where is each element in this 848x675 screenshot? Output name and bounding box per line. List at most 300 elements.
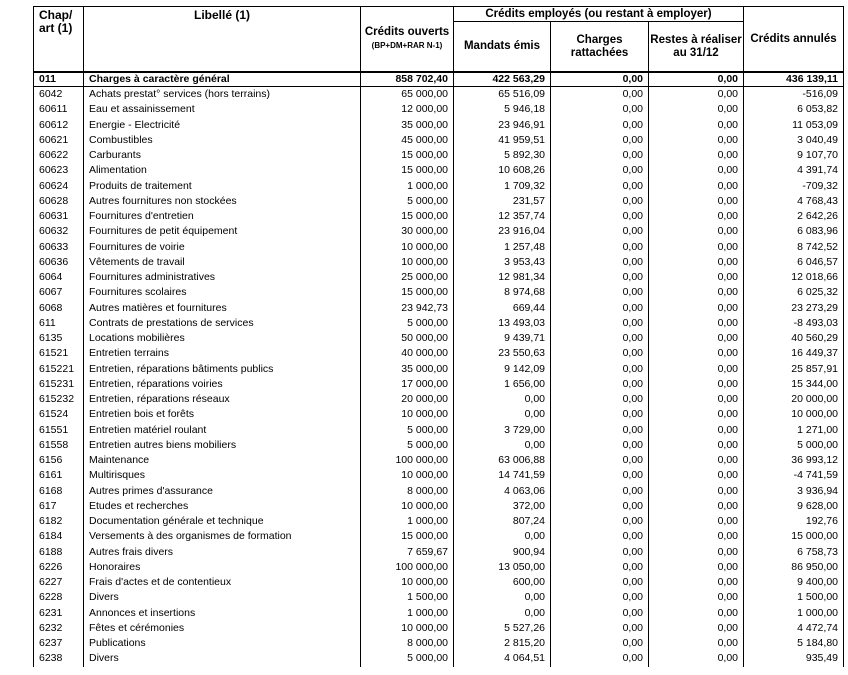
total-restes: 0,00: [649, 72, 744, 87]
table-row: [34, 285, 844, 300]
cell-label: Entretien bois et forêts: [84, 407, 361, 422]
cell-label: Fournitures scolaires: [84, 285, 361, 300]
header-chap: Chap/ art (1): [34, 7, 84, 73]
cell-mandats: 9 142,09: [454, 362, 551, 377]
cell-annules: 12 018,66: [744, 270, 844, 285]
cell-mandats: 4 064,51: [454, 651, 551, 666]
cell-restes: 0,00: [649, 438, 744, 453]
cell-code: 6067: [34, 285, 84, 300]
cell-code: 615221: [34, 362, 84, 377]
table-row: [34, 590, 844, 605]
cell-annules: 2 642,26: [744, 209, 844, 224]
cell-charges: 0,00: [551, 346, 649, 361]
cell-restes: 0,00: [649, 346, 744, 361]
cell-annules: 4 472,74: [744, 621, 844, 636]
table-row: [34, 346, 844, 361]
cell-restes: 0,00: [649, 285, 744, 300]
table-row: [34, 529, 844, 544]
cell-charges: 0,00: [551, 133, 649, 148]
cell-label: Entretien matériel roulant: [84, 423, 361, 438]
cell-annules: 1 000,00: [744, 606, 844, 621]
table-row: [34, 240, 844, 255]
cell-label: Divers: [84, 651, 361, 666]
cell-ouverts: 17 000,00: [361, 377, 454, 392]
cell-annules: 25 857,91: [744, 362, 844, 377]
cell-annules: 5 184,80: [744, 636, 844, 651]
cell-annules: 9 628,00: [744, 499, 844, 514]
cell-ouverts: 10 000,00: [361, 621, 454, 636]
cell-code: 60632: [34, 224, 84, 239]
header-mandats: Mandats émis: [454, 22, 551, 72]
cell-annules: 6 046,57: [744, 255, 844, 270]
cell-label: Entretien autres biens mobiliers: [84, 438, 361, 453]
cell-restes: 0,00: [649, 240, 744, 255]
cell-charges: 0,00: [551, 87, 649, 103]
cell-restes: 0,00: [649, 621, 744, 636]
cell-code: 6231: [34, 606, 84, 621]
cell-ouverts: 35 000,00: [361, 362, 454, 377]
cell-ouverts: 10 000,00: [361, 255, 454, 270]
cell-mandats: 23 916,04: [454, 224, 551, 239]
table-row: [34, 224, 844, 239]
cell-code: 6064: [34, 270, 84, 285]
cell-ouverts: 23 942,73: [361, 301, 454, 316]
cell-restes: 0,00: [649, 407, 744, 422]
cell-annules: 192,76: [744, 514, 844, 529]
cell-restes: 0,00: [649, 331, 744, 346]
cell-label: Produits de traitement: [84, 179, 361, 194]
cell-charges: 0,00: [551, 102, 649, 117]
cell-restes: 0,00: [649, 163, 744, 178]
cell-label: Fêtes et cérémonies: [84, 621, 361, 636]
table-row: [34, 560, 844, 575]
cell-code: 60633: [34, 240, 84, 255]
cell-code: 611: [34, 316, 84, 331]
cell-charges: 0,00: [551, 468, 649, 483]
cell-charges: 0,00: [551, 194, 649, 209]
cell-annules: 40 560,29: [744, 331, 844, 346]
cell-restes: 0,00: [649, 133, 744, 148]
table-row: [34, 255, 844, 270]
cell-annules: 10 000,00: [744, 407, 844, 422]
cell-code: 61521: [34, 346, 84, 361]
table-row: [34, 209, 844, 224]
header-credits-annules: Crédits annulés: [744, 7, 844, 73]
total-mandats: 422 563,29: [454, 72, 551, 87]
cell-label: Documentation générale et technique: [84, 514, 361, 529]
cell-label: Frais d'actes et de contentieux: [84, 575, 361, 590]
cell-restes: 0,00: [649, 362, 744, 377]
cell-mandats: 5 527,26: [454, 621, 551, 636]
cell-label: Achats prestat° services (hors terrains): [84, 87, 361, 103]
cell-charges: 0,00: [551, 163, 649, 178]
cell-code: 617: [34, 499, 84, 514]
cell-restes: 0,00: [649, 209, 744, 224]
cell-mandats: 5 946,18: [454, 102, 551, 117]
header-credits-ouverts-sub: (BP+DM+RAR N-1): [371, 41, 443, 50]
cell-ouverts: 10 000,00: [361, 240, 454, 255]
cell-restes: 0,00: [649, 453, 744, 468]
cell-charges: 0,00: [551, 529, 649, 544]
cell-label: Autres fournitures non stockées: [84, 194, 361, 209]
cell-code: 60624: [34, 179, 84, 194]
cell-label: Divers: [84, 590, 361, 605]
table-row: [34, 87, 844, 103]
cell-mandats: 13 050,00: [454, 560, 551, 575]
cell-mandats: 669,44: [454, 301, 551, 316]
cell-mandats: 0,00: [454, 438, 551, 453]
cell-label: Carburants: [84, 148, 361, 163]
cell-restes: 0,00: [649, 377, 744, 392]
table-row: [34, 179, 844, 194]
cell-restes: 0,00: [649, 255, 744, 270]
cell-mandats: 0,00: [454, 392, 551, 407]
cell-annules: 9 400,00: [744, 575, 844, 590]
table-row: [34, 102, 844, 117]
cell-label: Entretien, réparations voiries: [84, 377, 361, 392]
cell-mandats: 372,00: [454, 499, 551, 514]
table-row: [34, 468, 844, 483]
cell-ouverts: 40 000,00: [361, 346, 454, 361]
cell-ouverts: 15 000,00: [361, 529, 454, 544]
cell-label: Entretien terrains: [84, 346, 361, 361]
cell-restes: 0,00: [649, 392, 744, 407]
cell-restes: 0,00: [649, 499, 744, 514]
cell-ouverts: 30 000,00: [361, 224, 454, 239]
cell-mandats: 14 741,59: [454, 468, 551, 483]
cell-annules: 20 000,00: [744, 392, 844, 407]
cell-charges: 0,00: [551, 545, 649, 560]
table-row: [34, 407, 844, 422]
cell-ouverts: 100 000,00: [361, 453, 454, 468]
header-credits-employes: Crédits employés (ou restant à employer): [454, 7, 744, 22]
table-row: [34, 651, 844, 666]
cell-code: 60623: [34, 163, 84, 178]
cell-code: 6228: [34, 590, 84, 605]
cell-ouverts: 45 000,00: [361, 133, 454, 148]
cell-annules: -8 493,03: [744, 316, 844, 331]
cell-restes: 0,00: [649, 179, 744, 194]
cell-ouverts: 35 000,00: [361, 118, 454, 133]
table-row: [34, 453, 844, 468]
cell-code: 6156: [34, 453, 84, 468]
cell-charges: 0,00: [551, 484, 649, 499]
cell-ouverts: 65 000,00: [361, 87, 454, 103]
cell-ouverts: 5 000,00: [361, 316, 454, 331]
cell-ouverts: 5 000,00: [361, 423, 454, 438]
header-charges: Charges rattachées: [551, 22, 649, 72]
cell-restes: 0,00: [649, 529, 744, 544]
table-row: [34, 621, 844, 636]
cell-annules: -516,09: [744, 87, 844, 103]
cell-mandats: 23 550,63: [454, 346, 551, 361]
cell-label: Combustibles: [84, 133, 361, 148]
table-row: [34, 316, 844, 331]
table-body: [34, 72, 844, 667]
cell-charges: 0,00: [551, 270, 649, 285]
cell-code: 60628: [34, 194, 84, 209]
cell-mandats: 41 959,51: [454, 133, 551, 148]
total-row: [34, 72, 844, 87]
cell-restes: 0,00: [649, 118, 744, 133]
cell-charges: 0,00: [551, 499, 649, 514]
cell-restes: 0,00: [649, 224, 744, 239]
cell-restes: 0,00: [649, 560, 744, 575]
cell-annules: 6 053,82: [744, 102, 844, 117]
cell-restes: 0,00: [649, 484, 744, 499]
table-row: [34, 545, 844, 560]
cell-ouverts: 15 000,00: [361, 148, 454, 163]
cell-charges: 0,00: [551, 316, 649, 331]
cell-charges: 0,00: [551, 301, 649, 316]
table-row: [34, 606, 844, 621]
cell-code: 6182: [34, 514, 84, 529]
cell-mandats: 1 709,32: [454, 179, 551, 194]
cell-label: Multirisques: [84, 468, 361, 483]
cell-restes: 0,00: [649, 270, 744, 285]
cell-restes: 0,00: [649, 636, 744, 651]
cell-ouverts: 5 000,00: [361, 438, 454, 453]
cell-restes: 0,00: [649, 514, 744, 529]
cell-mandats: 12 981,34: [454, 270, 551, 285]
cell-annules: 4 391,74: [744, 163, 844, 178]
cell-restes: 0,00: [649, 651, 744, 666]
cell-annules: 935,49: [744, 651, 844, 666]
cell-label: Entretien, réparations réseaux: [84, 392, 361, 407]
table-row: [34, 163, 844, 178]
cell-mandats: 12 357,74: [454, 209, 551, 224]
cell-restes: 0,00: [649, 194, 744, 209]
cell-mandats: 13 493,03: [454, 316, 551, 331]
cell-ouverts: 15 000,00: [361, 209, 454, 224]
cell-charges: 0,00: [551, 240, 649, 255]
cell-charges: 0,00: [551, 118, 649, 133]
cell-mandats: 900,94: [454, 545, 551, 560]
cell-mandats: 0,00: [454, 407, 551, 422]
cell-mandats: 9 439,71: [454, 331, 551, 346]
cell-code: 615231: [34, 377, 84, 392]
cell-charges: 0,00: [551, 514, 649, 529]
cell-annules: 1 271,00: [744, 423, 844, 438]
cell-mandats: 65 516,09: [454, 87, 551, 103]
cell-charges: 0,00: [551, 636, 649, 651]
cell-annules: 15 000,00: [744, 529, 844, 544]
cell-mandats: 3 953,43: [454, 255, 551, 270]
cell-ouverts: 10 000,00: [361, 575, 454, 590]
cell-annules: 4 768,43: [744, 194, 844, 209]
table-row: [34, 499, 844, 514]
cell-mandats: 5 892,30: [454, 148, 551, 163]
cell-code: 6237: [34, 636, 84, 651]
cell-label: Etudes et recherches: [84, 499, 361, 514]
cell-charges: 0,00: [551, 224, 649, 239]
cell-label: Versements à des organismes de formation: [84, 529, 361, 544]
cell-mandats: 600,00: [454, 575, 551, 590]
cell-code: 6042: [34, 87, 84, 103]
cell-code: 6135: [34, 331, 84, 346]
cell-label: Alimentation: [84, 163, 361, 178]
total-code: 011: [34, 72, 84, 87]
table-row: [34, 331, 844, 346]
cell-annules: 6 025,32: [744, 285, 844, 300]
cell-annules: 3 040,49: [744, 133, 844, 148]
cell-charges: 0,00: [551, 453, 649, 468]
cell-mandats: 4 063,06: [454, 484, 551, 499]
cell-restes: 0,00: [649, 423, 744, 438]
cell-code: 6161: [34, 468, 84, 483]
cell-charges: 0,00: [551, 407, 649, 422]
cell-code: 61551: [34, 423, 84, 438]
cell-charges: 0,00: [551, 209, 649, 224]
cell-ouverts: 25 000,00: [361, 270, 454, 285]
cell-mandats: 2 815,20: [454, 636, 551, 651]
cell-label: Contrats de prestations de services: [84, 316, 361, 331]
cell-mandats: 10 608,26: [454, 163, 551, 178]
cell-label: Honoraires: [84, 560, 361, 575]
cell-charges: 0,00: [551, 255, 649, 270]
table-row: [34, 423, 844, 438]
cell-mandats: 3 729,00: [454, 423, 551, 438]
cell-label: Eau et assainissement: [84, 102, 361, 117]
cell-code: 6188: [34, 545, 84, 560]
cell-ouverts: 1 500,00: [361, 590, 454, 605]
table-row: [34, 377, 844, 392]
header-credits-ouverts-label: Crédits ouverts: [364, 26, 450, 38]
cell-label: Publications: [84, 636, 361, 651]
cell-mandats: 23 946,91: [454, 118, 551, 133]
cell-code: 60621: [34, 133, 84, 148]
cell-code: 61558: [34, 438, 84, 453]
cell-mandats: 1 257,48: [454, 240, 551, 255]
table-row: [34, 636, 844, 651]
cell-label: Autres matières et fournitures: [84, 301, 361, 316]
cell-mandats: 1 656,00: [454, 377, 551, 392]
cell-charges: 0,00: [551, 285, 649, 300]
cell-annules: 86 950,00: [744, 560, 844, 575]
cell-label: Fournitures administratives: [84, 270, 361, 285]
cell-annules: -709,32: [744, 179, 844, 194]
cell-label: Maintenance: [84, 453, 361, 468]
cell-mandats: 0,00: [454, 606, 551, 621]
cell-restes: 0,00: [649, 316, 744, 331]
table-row: [34, 194, 844, 209]
table-row: [34, 514, 844, 529]
cell-ouverts: 10 000,00: [361, 499, 454, 514]
table-row: [34, 362, 844, 377]
cell-label: Fournitures de petit équipement: [84, 224, 361, 239]
cell-label: Vêtements de travail: [84, 255, 361, 270]
table-row: [34, 133, 844, 148]
cell-code: 6227: [34, 575, 84, 590]
cell-label: Entretien, réparations bâtiments publics: [84, 362, 361, 377]
cell-annules: 15 344,00: [744, 377, 844, 392]
cell-code: 61524: [34, 407, 84, 422]
cell-charges: 0,00: [551, 606, 649, 621]
total-ouverts: 858 702,40: [361, 72, 454, 87]
table-row: [34, 392, 844, 407]
cell-code: 6068: [34, 301, 84, 316]
header-credits-ouverts: [361, 7, 454, 73]
cell-restes: 0,00: [649, 575, 744, 590]
cell-annules: 8 742,52: [744, 240, 844, 255]
cell-annules: 3 936,94: [744, 484, 844, 499]
cell-ouverts: 20 000,00: [361, 392, 454, 407]
cell-mandats: 231,57: [454, 194, 551, 209]
cell-ouverts: 12 000,00: [361, 102, 454, 117]
table-row: [34, 484, 844, 499]
cell-annules: 6 758,73: [744, 545, 844, 560]
budget-table: [33, 6, 844, 667]
cell-mandats: 807,24: [454, 514, 551, 529]
cell-restes: 0,00: [649, 468, 744, 483]
cell-code: 6226: [34, 560, 84, 575]
cell-code: 615232: [34, 392, 84, 407]
cell-label: Annonces et insertions: [84, 606, 361, 621]
cell-code: 60636: [34, 255, 84, 270]
cell-ouverts: 50 000,00: [361, 331, 454, 346]
cell-ouverts: 7 659,67: [361, 545, 454, 560]
cell-restes: 0,00: [649, 87, 744, 103]
cell-mandats: 8 974,68: [454, 285, 551, 300]
cell-annules: 1 500,00: [744, 590, 844, 605]
cell-charges: 0,00: [551, 148, 649, 163]
cell-restes: 0,00: [649, 606, 744, 621]
cell-label: Energie - Electricité: [84, 118, 361, 133]
header-restes: Restes à réaliser au 31/12: [649, 22, 744, 72]
cell-code: 6238: [34, 651, 84, 666]
cell-ouverts: 8 000,00: [361, 636, 454, 651]
cell-annules: 23 273,29: [744, 301, 844, 316]
cell-annules: -4 741,59: [744, 468, 844, 483]
table-row: [34, 301, 844, 316]
cell-mandats: 0,00: [454, 590, 551, 605]
cell-code: 6184: [34, 529, 84, 544]
cell-ouverts: 10 000,00: [361, 407, 454, 422]
cell-charges: 0,00: [551, 423, 649, 438]
cell-ouverts: 5 000,00: [361, 651, 454, 666]
cell-restes: 0,00: [649, 301, 744, 316]
cell-label: Autres primes d'assurance: [84, 484, 361, 499]
table-row: [34, 118, 844, 133]
cell-charges: 0,00: [551, 560, 649, 575]
cell-annules: 9 107,70: [744, 148, 844, 163]
cell-charges: 0,00: [551, 438, 649, 453]
cell-restes: 0,00: [649, 545, 744, 560]
cell-code: 60611: [34, 102, 84, 117]
cell-code: 60631: [34, 209, 84, 224]
cell-label: Fournitures de voirie: [84, 240, 361, 255]
cell-annules: 6 083,96: [744, 224, 844, 239]
cell-restes: 0,00: [649, 148, 744, 163]
cell-annules: 5 000,00: [744, 438, 844, 453]
cell-code: 60622: [34, 148, 84, 163]
cell-charges: 0,00: [551, 179, 649, 194]
total-charges: 0,00: [551, 72, 649, 87]
cell-code: 6232: [34, 621, 84, 636]
cell-charges: 0,00: [551, 377, 649, 392]
cell-ouverts: 5 000,00: [361, 194, 454, 209]
cell-ouverts: 10 000,00: [361, 468, 454, 483]
table-row: [34, 148, 844, 163]
cell-ouverts: 15 000,00: [361, 163, 454, 178]
cell-mandats: 0,00: [454, 529, 551, 544]
cell-ouverts: 1 000,00: [361, 179, 454, 194]
cell-charges: 0,00: [551, 621, 649, 636]
cell-code: 60612: [34, 118, 84, 133]
header-libelle: Libellé (1): [84, 7, 361, 73]
cell-annules: 16 449,37: [744, 346, 844, 361]
table-row: [34, 270, 844, 285]
